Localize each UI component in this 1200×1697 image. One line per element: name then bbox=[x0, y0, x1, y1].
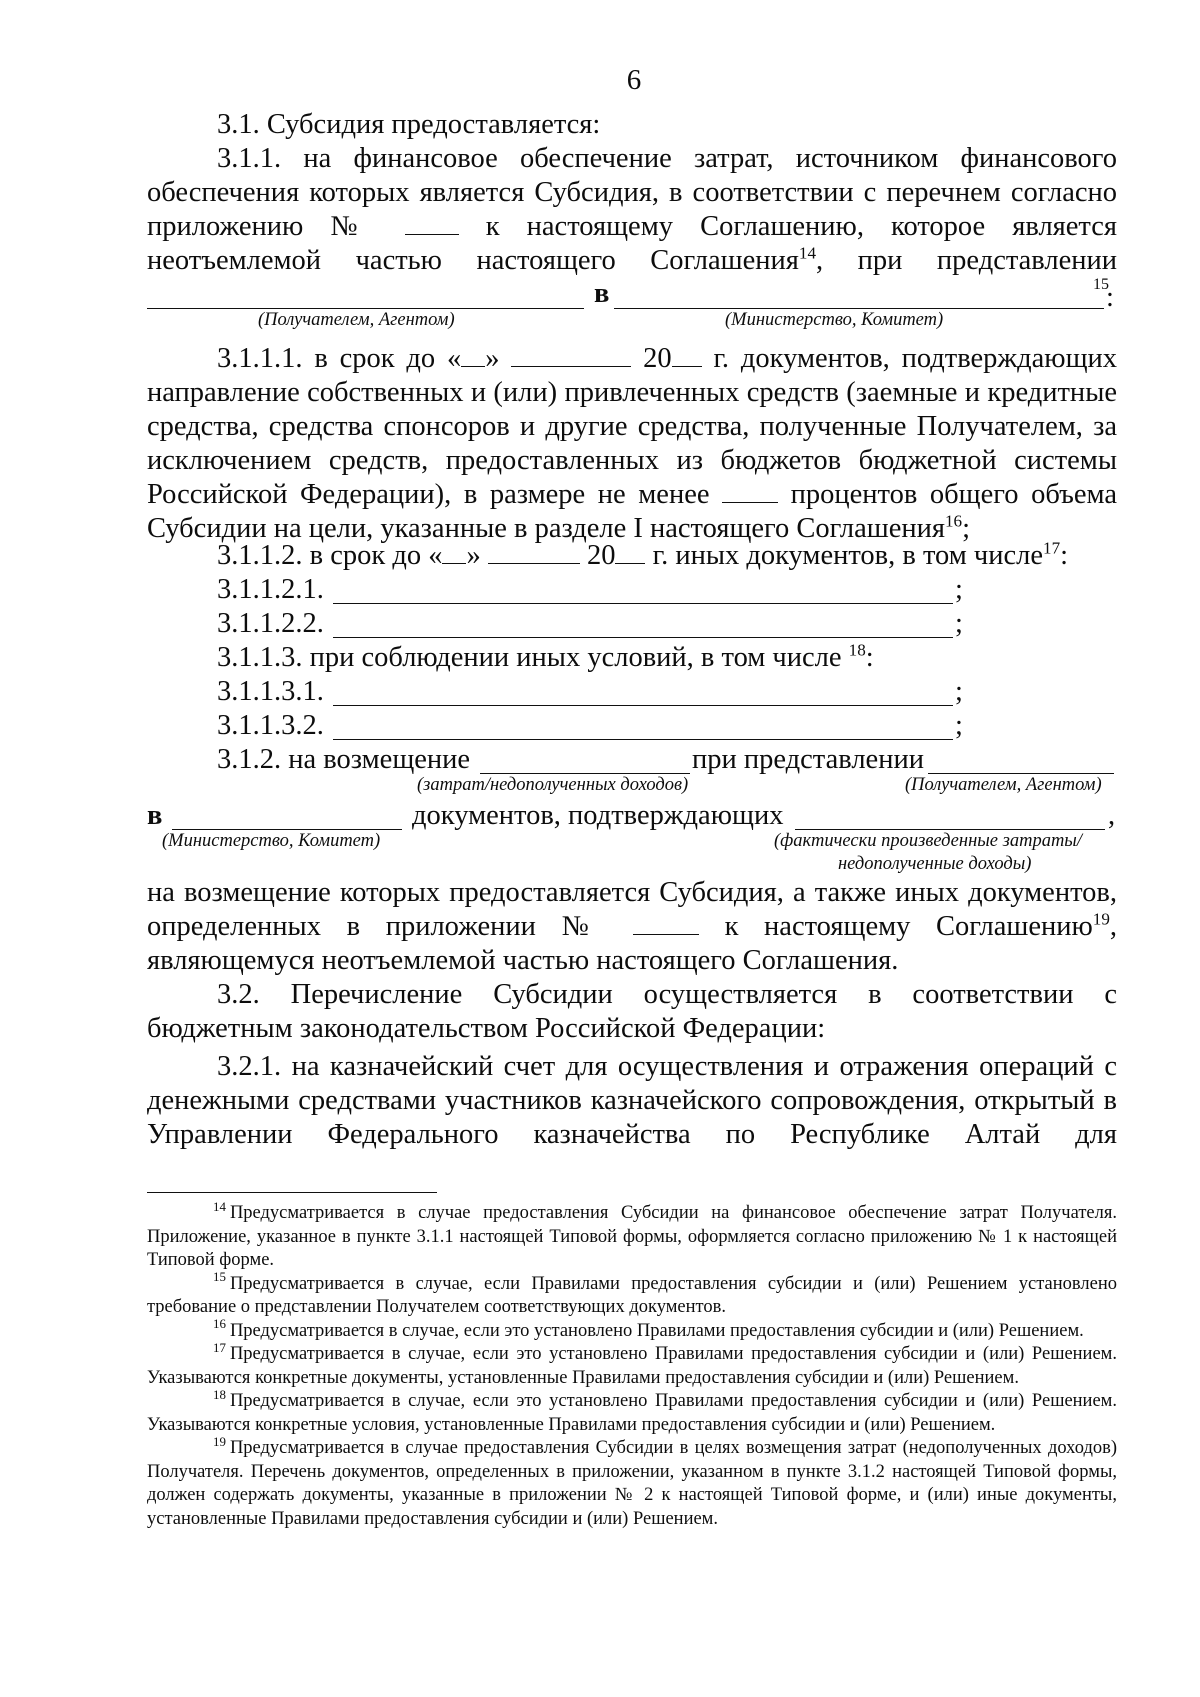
footnote-text: Предусматривается в случае предоставления Субсидии на финансовое обеспечение затрат Получателя. Приложение, указанное в пункте 3.1.1 настоящей Типовой формы, оформляется согласно приложению № 1 к настоящей Типовой форме. bbox=[147, 1203, 1117, 1270]
text-to-agreement: к настоящему Соглашению, которое является bbox=[458, 211, 1117, 242]
para-3-1-1-1-cont bbox=[147, 376, 1117, 546]
footnote-text: Предусматривается в случае, если это установлено Правилами предоставления субсидии и (или) Решением. Указываются конкретные условия, установленные Правилами предоставления субсидии и (или) Решением. bbox=[147, 1391, 1117, 1435]
text-colon-2: : bbox=[1060, 540, 1069, 571]
footnotes bbox=[147, 1198, 1117, 1531]
text-other-documents: г. иных документов, в том числе bbox=[645, 540, 1044, 571]
section-3-1 bbox=[147, 108, 1117, 278]
para-3-1-1-line3 bbox=[147, 210, 1117, 244]
text-v-1: в bbox=[594, 278, 610, 309]
text-percent-of-subsidy: процентов общего объема Субсидии на цели, указанные в разделе I настоящего Соглашения bbox=[147, 479, 1117, 544]
footnote-ref-19[interactable]: 19 bbox=[1092, 909, 1110, 929]
semicolon-1: ; bbox=[955, 574, 963, 605]
text-defined-in-appendix: определенных в приложении № bbox=[147, 911, 633, 942]
para-3-1-1-1-line1 bbox=[147, 342, 1117, 376]
day-blank[interactable] bbox=[461, 366, 485, 367]
item-3-1-1-2-2: 3.1.1.2.2. bbox=[217, 608, 324, 639]
footnote-number: 18 bbox=[213, 1386, 226, 1402]
text-colon-3: : bbox=[865, 642, 874, 673]
ministry-blank[interactable] bbox=[614, 308, 1104, 309]
text-v-2: в bbox=[147, 800, 163, 831]
footnote-text: Предусматривается в случае, если это установлено Правилами предоставления субсидии и (или) Решением. bbox=[229, 1320, 1084, 1341]
costs-blank[interactable] bbox=[480, 773, 690, 774]
text-to-agreement-2: к настоящему Соглашению bbox=[698, 911, 1093, 942]
actual-costs-blank[interactable] bbox=[795, 829, 1105, 830]
para-3-1-2-text-a: 3.1.2. на возмещение bbox=[217, 744, 471, 775]
text-documents-confirming: г. документов, подтверждающих bbox=[701, 343, 1118, 374]
text-semicolon: ; bbox=[962, 513, 970, 544]
caption-actual-costs-line2: недополученные доходы) bbox=[838, 854, 1032, 874]
section-3-1-2-cont bbox=[147, 876, 1117, 1152]
text-own-funds: направление собственных и (или) привлеченных средств (заемные и кредитные средства, средства спонсоров и другие средства, полученные Получателем, за исключением средств, предоставленных из бюджетов бюджетной системы Российской Федерации), в размере не менее bbox=[147, 377, 1117, 510]
day-blank-2[interactable] bbox=[442, 563, 466, 564]
caption-costs-income: (затрат/недополученных доходов) bbox=[417, 775, 689, 795]
para-3-1-2-cont-line3: являющемуся неотъемлемой частью настоящего Соглашения. bbox=[147, 945, 899, 976]
item-3-1-1-3-1: 3.1.1.3.1. bbox=[217, 676, 324, 707]
caption-actual-costs-line1: (фактически произведенные затраты/ bbox=[774, 831, 1082, 851]
section-3-1-1-1 bbox=[147, 342, 1117, 546]
para-3-1-1-line4 bbox=[147, 244, 1117, 278]
semicolon-3: ; bbox=[955, 676, 963, 707]
footnote-ref-15[interactable]: 15 bbox=[1093, 276, 1109, 293]
text-upon-submission: , при представлении bbox=[815, 245, 1118, 276]
text-quote-close: » bbox=[485, 343, 512, 374]
footnote-19 bbox=[147, 1433, 1117, 1531]
footnote-14 bbox=[147, 1198, 1117, 1273]
caption-ministry-committee: (Министерство, Комитет) bbox=[725, 310, 944, 330]
para-3-1-2-text-b: при представлении bbox=[692, 744, 924, 775]
text-integral-part: неотъемлемой частью настоящего Соглашения bbox=[147, 245, 799, 276]
item-3-1-1-2-1-blank[interactable] bbox=[333, 603, 953, 604]
text-colon: : bbox=[1106, 282, 1114, 313]
semicolon-2: ; bbox=[955, 608, 963, 639]
appendix-number-blank[interactable] bbox=[405, 234, 459, 235]
para-3-1-1-2 bbox=[217, 540, 1068, 572]
footnote-number: 16 bbox=[213, 1316, 226, 1332]
text-comma: , bbox=[1108, 800, 1116, 831]
text-deadline-until-2: 3.1.1.2. в срок до « bbox=[217, 540, 443, 571]
footnote-15 bbox=[147, 1269, 1117, 1320]
item-3-1-1-3-2-blank[interactable] bbox=[333, 739, 953, 740]
footnote-16 bbox=[147, 1316, 1117, 1344]
footnote-text: Предусматривается в случае, если Правилами предоставления субсидии и (или) Решением установлено требование о представлении Получателем соответствующих документов. bbox=[147, 1273, 1117, 1317]
para-3-1-2-docs: документов, подтверждающих bbox=[412, 800, 784, 831]
caption-recipient-agent-2: (Получателем, Агентом) bbox=[905, 775, 1102, 795]
para-3-1-2-cont-line2 bbox=[147, 910, 1117, 944]
item-3-1-1-2-2-blank[interactable] bbox=[333, 637, 953, 638]
ministry-blank-2[interactable] bbox=[172, 829, 402, 830]
month-blank[interactable] bbox=[511, 366, 631, 367]
footnote-18 bbox=[147, 1386, 1117, 1437]
footnote-17 bbox=[147, 1339, 1117, 1390]
footnote-number: 15 bbox=[213, 1269, 226, 1285]
para-3-1-2-cont-line1: на возмещение которых предоставляется Субсидия, а также иных документов, bbox=[147, 877, 1117, 908]
text-year-20: 20 bbox=[631, 343, 672, 374]
year-blank[interactable] bbox=[672, 366, 702, 367]
recipient-blank-2[interactable] bbox=[928, 773, 1114, 774]
year-blank-2[interactable] bbox=[615, 563, 645, 564]
para-3-1-1-3 bbox=[217, 642, 874, 674]
text-quote-close-2: » bbox=[466, 540, 488, 571]
footnote-ref-16[interactable]: 16 bbox=[944, 511, 963, 531]
month-blank-2[interactable] bbox=[488, 563, 580, 564]
caption-recipient-agent: (Получателем, Агентом) bbox=[258, 310, 455, 330]
footnote-text: Предусматривается в случае, если это установлено Правилами предоставления субсидии и (или) Решением. Указываются конкретные документы, установленные Правилами предоставления субсидии и (или) Решением. bbox=[147, 1344, 1117, 1388]
item-3-1-1-3-1-blank[interactable] bbox=[333, 705, 953, 706]
page-number: 6 bbox=[626, 64, 642, 96]
text-comma-2: , bbox=[1109, 911, 1117, 942]
footnote-number: 14 bbox=[213, 1198, 226, 1214]
para-3-1: 3.1. Субсидия предоставляется: bbox=[217, 109, 601, 140]
para-3-2-1: 3.2.1. на казначейский счет для осуществления и отражения операций с денежными средствами участников казначейского сопровождения, открытый в Управлении Федерального казначейства по Республике Алтай для bbox=[147, 1051, 1117, 1150]
text-appendix-no: приложению № bbox=[147, 211, 405, 242]
footnote-ref-14[interactable]: 14 bbox=[798, 243, 816, 263]
footnote-ref-17[interactable]: 17 bbox=[1043, 538, 1061, 558]
footnote-text: Предусматривается в случае предоставления Субсидии в целях возмещения затрат (недополученных доходов) Получателя. Перечень документов, определенных в приложении, указанном в пункте 3.1.2 настоящей Типовой формы, должен содержать документы, указанные в приложении № 2 к настоящей Типовой форме, и (или) иные документы, установленные Правилами предоставления субсидии и (или) Решением. bbox=[147, 1438, 1117, 1529]
text-other-conditions: 3.1.1.3. при соблюдении иных условий, в том числе bbox=[217, 642, 849, 673]
percent-blank[interactable] bbox=[722, 502, 778, 503]
text-year-20-2: 20 bbox=[579, 540, 616, 571]
appendix-number-blank-2[interactable] bbox=[633, 934, 699, 935]
footnote-number: 17 bbox=[213, 1339, 226, 1355]
item-3-1-1-2-1: 3.1.1.2.1. bbox=[217, 574, 324, 605]
para-3-2: 3.2. Перечисление Субсидии осуществляется в соответствии с бюджетным законодательством Российской Федерации: bbox=[147, 979, 1117, 1044]
footnote-ref-18[interactable]: 18 bbox=[848, 640, 866, 660]
footnote-number: 19 bbox=[213, 1433, 226, 1449]
footnote-separator bbox=[147, 1192, 437, 1193]
caption-ministry-committee-2: (Министерство, Комитет) bbox=[162, 831, 381, 851]
semicolon-4: ; bbox=[955, 710, 963, 741]
para-3-1-1-line2: обеспечения которых является Субсидия, в соответствии с перечнем согласно bbox=[147, 177, 1117, 208]
para-3-1-1-line1: 3.1.1. на финансовое обеспечение затрат, источником финансового bbox=[217, 143, 1117, 174]
item-3-1-1-3-2: 3.1.1.3.2. bbox=[217, 710, 324, 741]
recipient-blank[interactable] bbox=[147, 308, 584, 309]
text-deadline-until: 3.1.1.1. в срок до « bbox=[217, 343, 462, 374]
